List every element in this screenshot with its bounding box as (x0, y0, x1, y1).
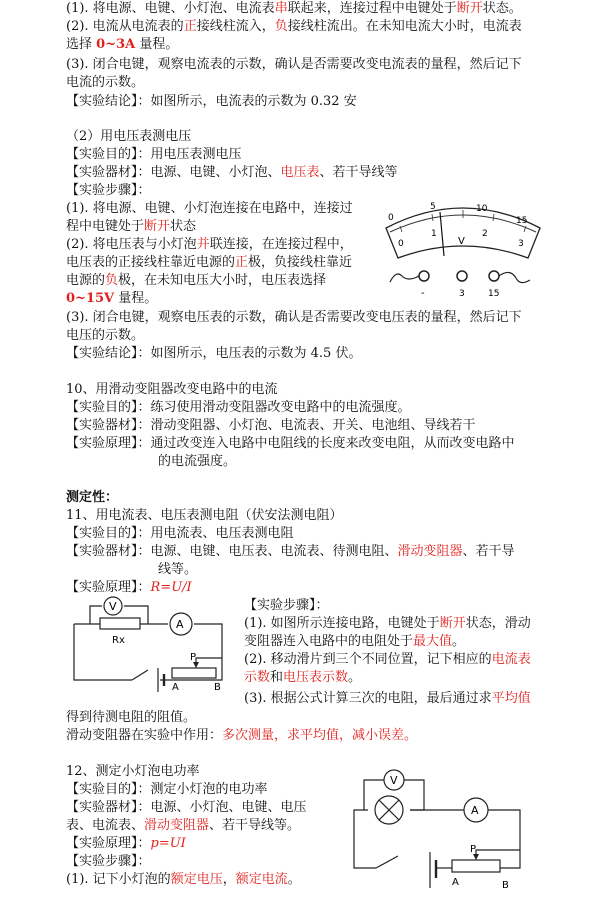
wire-right (499, 272, 530, 282)
step-2d-voltage: 0~15V 量程。 (66, 291, 158, 306)
lower-scale-3: 3 (518, 239, 524, 249)
circuit-diagram-11 (72, 596, 242, 696)
step-3a-voltage: (3). 闭合电键，观察电压表的示数，确认是否需要改变电压表的量程，然后记下 (66, 310, 522, 325)
step-11-1b: 变阻器连入电路中的电阻处于最大值。 (244, 634, 466, 649)
step-1-current: (1). 将电源、电键、小灯泡、电流表串联起来，连接过程中电键处于断开状态。 (66, 1, 522, 16)
step-2-current: (2). 电流从电流表的正接线柱流入，负接线柱流出。在未知电流大小时，电流表 (66, 19, 522, 34)
equipment-12-cont: 表、电流表、滑动变阻器、若干导线等。 (66, 818, 301, 833)
upper-scale-0: 0 (388, 213, 394, 223)
label-a-meter-12: A (471, 804, 479, 817)
principle-11: 【实验原理】：R=U/I (66, 580, 192, 595)
principle-10: 【实验原理】：通过改变连入电路中电阻线的长度来改变电阻，从而改变电路中 (66, 436, 515, 451)
equipment-11: 【实验器材】：电源、电键、电压表、电流表、待测电阻、滑动变阻器、若干导 (66, 544, 515, 559)
section-12-title: 12、测定小灯泡电功率 (66, 764, 200, 779)
step-1b-voltage: 程中电键处于断开状态 (66, 219, 197, 234)
label-end-a-11: A (172, 682, 179, 693)
upper-scale-15: 15 (516, 216, 528, 226)
label-p-11: P (190, 652, 197, 663)
label-v-11: V (109, 600, 117, 613)
steps-label-12: 【实验步骤】： (66, 854, 151, 869)
step-2c-voltage: 电源的负极，在未知电压大小时，电压表选择 (66, 273, 327, 288)
voltmeter-figure (378, 196, 548, 306)
lower-scale-1: 1 (431, 229, 437, 239)
terminal-label-3: 3 (459, 289, 465, 299)
step-11-1a: (1). 如图所示连接电路，电键处于断开状态，滑动 (244, 616, 531, 631)
principle-12: 【实验原理】：p=UI (66, 836, 186, 851)
label-end-a-12: A (452, 877, 459, 888)
upper-scale-5: 5 (430, 202, 436, 212)
equipment-voltage: 【实验器材】：电源、电键、小灯泡、电压表、若干导线等 (66, 165, 398, 180)
terminal-label-neg: - (421, 288, 425, 299)
steps-label-voltage: 【实验步骤】： (66, 183, 151, 198)
step-11-2a: (2). 移动滑片到三个不同位置，记下相应的电流表 (244, 652, 531, 667)
rheostat-12 (452, 860, 500, 872)
rheostat-role: 滑动变阻器在实验中作用：多次测量，求平均值，减小误差。 (66, 728, 418, 743)
circuit-diagram-12 (340, 756, 540, 896)
principle-10-cont: 的电流强度。 (158, 454, 237, 469)
resistor-rx (100, 618, 140, 629)
upper-scale-10: 10 (476, 204, 488, 214)
equipment-11-cont: 线等。 (158, 562, 198, 577)
equipment-10: 【实验器材】：滑动变阻器、小灯泡、电流表、开关、电池组、导线若干 (66, 418, 476, 433)
terminal-3 (457, 271, 467, 281)
step-11-2b: 示数和电压表示数。 (244, 670, 362, 685)
wire-left (390, 274, 419, 282)
terminal-label-15: 15 (488, 289, 500, 299)
step-2a-voltage: (2). 将电压表与小灯泡并联连接，在连接过程中， (66, 237, 353, 252)
step-3-current: (3). 闭合电键，观察电流表的示数，确认是否需要改变电流表的量程，然后记下 (66, 57, 522, 72)
step-2b-voltage: 电压表的正接线柱靠近电源的正极，负接线柱靠近 (66, 255, 353, 270)
terminal-negative (419, 271, 429, 281)
purpose-12: 【实验目的】：测定小灯泡的电功率 (66, 782, 268, 797)
section-voltage-title: （2）用电压表测电压 (66, 129, 192, 144)
label-v-12: V (390, 774, 398, 787)
rheostat-11 (172, 668, 216, 678)
step-1a-voltage: (1). 将电源、电键、小灯泡连接在电路中，连接过 (66, 201, 353, 216)
steps-label-11: 【实验步骤】： (244, 598, 329, 613)
terminal-15 (489, 271, 499, 281)
label-a-meter-11: A (176, 618, 184, 631)
label-end-b-11: B (214, 682, 221, 693)
voltmeter-unit: V (458, 236, 465, 247)
equipment-12: 【实验器材】：电源、小灯泡、电键、电压 (66, 800, 307, 815)
purpose-voltage: 【实验目的】：用电压表测电压 (66, 147, 242, 162)
label-end-b-12: B (502, 880, 509, 891)
step-3b-voltage: 电压的示数。 (66, 328, 145, 343)
lower-scale-2: 2 (482, 229, 488, 239)
step-11-3: (3). 根据公式计算三次的电阻，最后通过求平均值 (244, 691, 531, 706)
section-10-title: 10、用滑动变阻器改变电路中的电流 (66, 382, 278, 397)
measurement-heading: 测定性： (66, 490, 119, 505)
step-3-current-cont: 电流的示数。 (66, 75, 145, 90)
section-11-title: 11、用电流表、电压表测电阻（伏安法测电阻） (66, 508, 343, 523)
lower-scale-0: 0 (398, 239, 404, 249)
step-12-1: (1). 记下小灯泡的额定电压，额定电流。 (66, 872, 301, 887)
label-p-12: P (470, 844, 477, 855)
purpose-10: 【实验目的】：练习使用滑动变阻器改变电路中的电流强度。 (66, 400, 411, 415)
purpose-11: 【实验目的】：用电流表、电压表测电阻 (66, 526, 294, 541)
step-2-current-cont: 选择 0~3A 量程。 (66, 37, 179, 52)
step-11-end: 得到待测电阻的阻值。 (66, 710, 197, 725)
conclusion-voltage: 【实验结论】：如图所示，电压表的示数为 4.5 伏。 (66, 346, 362, 361)
label-rx: Rx (112, 635, 125, 646)
conclusion-current: 【实验结论】：如图所示，电流表的示数为 0.32 安 (66, 94, 357, 109)
